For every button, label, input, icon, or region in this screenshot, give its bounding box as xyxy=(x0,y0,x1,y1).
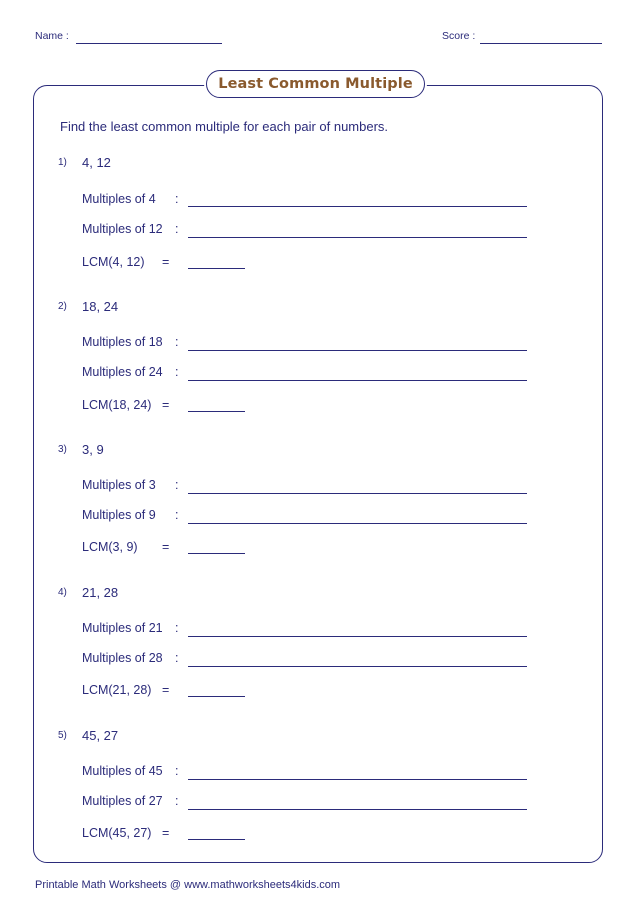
question-number: 4) xyxy=(58,587,67,598)
lcm-label: LCM(45, 27) xyxy=(82,826,152,840)
colon: : xyxy=(175,478,179,492)
instructions: Find the least common multiple for each pair of numbers. xyxy=(60,119,389,134)
lcm-answer-line[interactable] xyxy=(188,552,245,554)
question-pair: 45, 27 xyxy=(82,728,119,743)
multiples-label-a: Multiples of 18 xyxy=(82,335,163,349)
colon: : xyxy=(175,764,179,778)
question-pair: 3, 9 xyxy=(82,442,104,457)
colon: : xyxy=(175,335,179,349)
question-number: 5) xyxy=(58,730,67,741)
question-pair: 21, 28 xyxy=(82,585,119,600)
lcm-label: LCM(18, 24) xyxy=(82,398,152,412)
multiples-answer-line-b[interactable] xyxy=(188,236,527,238)
colon: : xyxy=(175,794,179,808)
multiples-answer-line-b[interactable] xyxy=(188,665,527,667)
multiples-label-b: Multiples of 12 xyxy=(82,222,163,236)
score-field[interactable] xyxy=(480,31,602,44)
footer-prefix: Printable Math Worksheets @ xyxy=(35,879,182,891)
lcm-answer-line[interactable] xyxy=(188,838,245,840)
multiples-answer-line-b[interactable] xyxy=(188,379,527,381)
lcm-answer-line[interactable] xyxy=(188,695,245,697)
name-label: Name : xyxy=(35,30,69,42)
colon: : xyxy=(175,621,179,635)
lcm-label: LCM(3, 9) xyxy=(82,540,138,554)
question-pair: 4, 12 xyxy=(82,155,111,170)
lcm-answer-line[interactable] xyxy=(188,410,245,412)
multiples-label-b: Multiples of 24 xyxy=(82,365,163,379)
multiples-label-b: Multiples of 28 xyxy=(82,651,163,665)
question-pair: 18, 24 xyxy=(82,299,119,314)
equals-sign: = xyxy=(162,255,170,269)
multiples-answer-line-b[interactable] xyxy=(188,808,527,810)
equals-sign: = xyxy=(162,398,170,412)
multiples-answer-line-a[interactable] xyxy=(188,492,527,494)
question-number: 3) xyxy=(58,444,67,455)
multiples-label-b: Multiples of 27 xyxy=(82,794,163,808)
name-field[interactable] xyxy=(76,31,222,44)
equals-sign: = xyxy=(162,826,170,840)
footer xyxy=(35,879,340,891)
lcm-answer-line[interactable] xyxy=(188,267,245,269)
multiples-label-b: Multiples of 9 xyxy=(82,508,156,522)
multiples-label-a: Multiples of 21 xyxy=(82,621,163,635)
colon: : xyxy=(175,222,179,236)
colon: : xyxy=(175,192,179,206)
multiples-label-a: Multiples of 4 xyxy=(82,192,156,206)
multiples-answer-line-a[interactable] xyxy=(188,205,527,207)
score-label: Score : xyxy=(442,30,476,42)
multiples-label-a: Multiples of 45 xyxy=(82,764,163,778)
colon: : xyxy=(175,508,179,522)
multiples-answer-line-a[interactable] xyxy=(188,778,527,780)
multiples-label-a: Multiples of 3 xyxy=(82,478,156,492)
title-badge xyxy=(206,70,425,98)
question-number: 1) xyxy=(58,157,67,168)
multiples-answer-line-a[interactable] xyxy=(188,349,527,351)
footer-link[interactable]: www.mathworksheets4kids.com xyxy=(184,879,341,891)
colon: : xyxy=(175,651,179,665)
page-title: Least Common Multiple xyxy=(218,76,413,92)
lcm-label: LCM(21, 28) xyxy=(82,683,152,697)
colon: : xyxy=(175,365,179,379)
question-number: 2) xyxy=(58,301,67,312)
multiples-answer-line-b[interactable] xyxy=(188,522,527,524)
equals-sign: = xyxy=(162,683,170,697)
multiples-answer-line-a[interactable] xyxy=(188,635,527,637)
equals-sign: = xyxy=(162,540,170,554)
lcm-label: LCM(4, 12) xyxy=(82,255,145,269)
